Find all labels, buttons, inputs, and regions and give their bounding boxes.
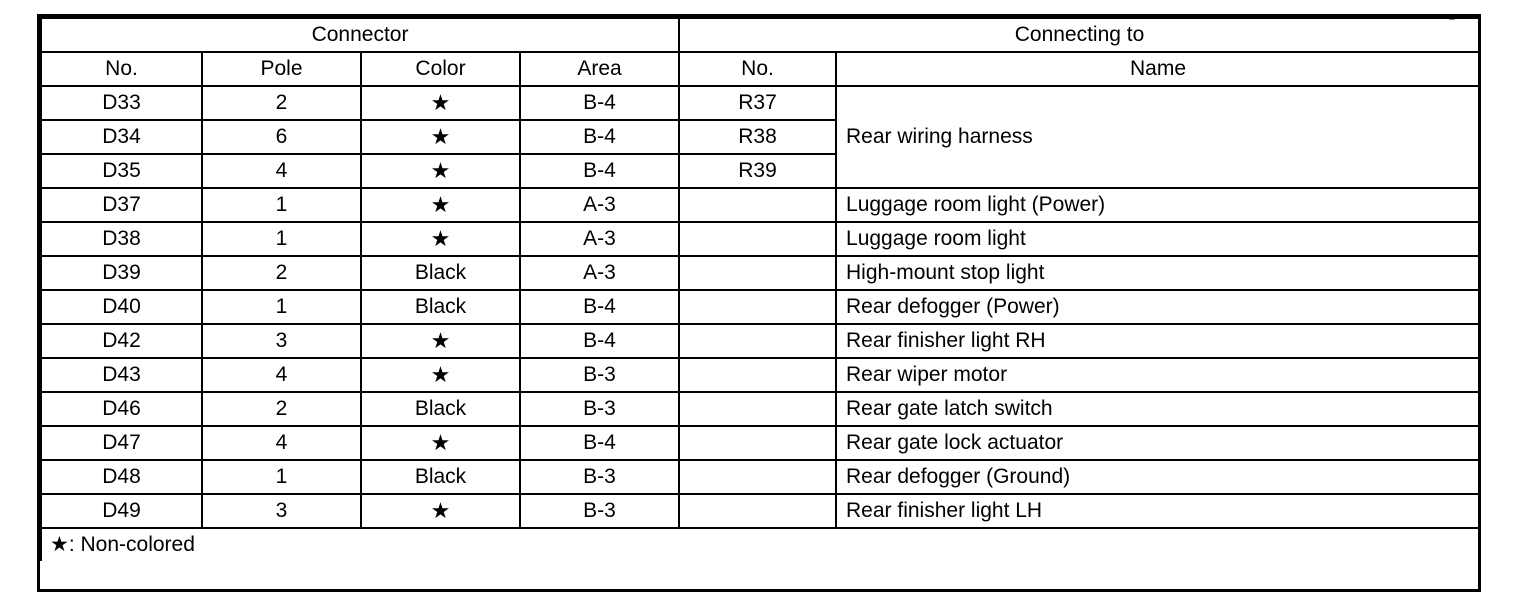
name-cell: Rear gate lock actuator	[836, 426, 1480, 460]
color-cell: ★	[361, 222, 520, 256]
connector-group-header: Connector	[41, 18, 679, 52]
table-row	[41, 256, 1480, 290]
area-cell: B-4	[520, 324, 679, 358]
name-cell: Rear finisher light RH	[836, 324, 1480, 358]
pole-cell: 6	[202, 120, 361, 154]
name-cell: Rear wiper motor	[836, 358, 1480, 392]
footnote: ★: Non-colored	[41, 528, 1480, 561]
group-header-row	[41, 18, 1480, 52]
connecting-no-cell	[679, 392, 836, 426]
connecting-no-cell	[679, 324, 836, 358]
table-row	[41, 426, 1480, 460]
connecting-no-cell	[679, 426, 836, 460]
connecting-no-cell	[679, 222, 836, 256]
connecting-no-cell	[679, 358, 836, 392]
connector-no-cell: D34	[41, 120, 202, 154]
connecting-no-cell	[679, 290, 836, 324]
name-cell: Luggage room light (Power)	[836, 188, 1480, 222]
table-row	[41, 392, 1480, 426]
pole-cell: 4	[202, 426, 361, 460]
color-cell: ★	[361, 426, 520, 460]
column-header-color: Color	[361, 52, 520, 86]
column-header-no: No.	[41, 52, 202, 86]
connector-no-cell: D42	[41, 324, 202, 358]
color-cell: Black	[361, 290, 520, 324]
name-cell: Rear gate latch switch	[836, 392, 1480, 426]
area-cell: B-4	[520, 120, 679, 154]
pole-cell: 4	[202, 358, 361, 392]
connecting-no-cell	[679, 494, 836, 528]
color-cell: ★	[361, 188, 520, 222]
table-row	[41, 188, 1480, 222]
area-cell: B-4	[520, 154, 679, 188]
connector-no-cell: D49	[41, 494, 202, 528]
column-header-connecting-no: No.	[679, 52, 836, 86]
area-cell: B-3	[520, 358, 679, 392]
pole-cell: 3	[202, 494, 361, 528]
name-cell: High-mount stop light	[836, 256, 1480, 290]
connector-table	[40, 17, 1481, 561]
area-cell: B-3	[520, 392, 679, 426]
connecting-no-cell: R39	[679, 154, 836, 188]
connecting-to-group-header: Connecting to	[679, 18, 1480, 52]
table-row	[41, 460, 1480, 494]
area-cell: A-3	[520, 256, 679, 290]
table-row	[41, 494, 1480, 528]
name-cell: Rear defogger (Power)	[836, 290, 1480, 324]
pole-cell: 1	[202, 222, 361, 256]
column-header-area: Area	[520, 52, 679, 86]
table-row	[41, 86, 1480, 120]
pole-cell: 1	[202, 290, 361, 324]
connector-no-cell: D39	[41, 256, 202, 290]
table-row	[41, 324, 1480, 358]
connector-no-cell: D35	[41, 154, 202, 188]
pole-cell: 2	[202, 86, 361, 120]
connecting-no-cell	[679, 256, 836, 290]
color-cell: ★	[361, 358, 520, 392]
pole-cell: 4	[202, 154, 361, 188]
footnote-row	[41, 528, 1480, 561]
area-cell: B-3	[520, 460, 679, 494]
table-row	[41, 290, 1480, 324]
column-header-pole: Pole	[202, 52, 361, 86]
table-row	[41, 358, 1480, 392]
column-header-row	[41, 52, 1480, 86]
area-cell: B-4	[520, 86, 679, 120]
pole-cell: 1	[202, 188, 361, 222]
name-cell: Rear wiring harness	[836, 86, 1480, 188]
color-cell: ★	[361, 324, 520, 358]
connector-no-cell: D38	[41, 222, 202, 256]
color-cell: ★	[361, 494, 520, 528]
connector-no-cell: D48	[41, 460, 202, 494]
connector-no-cell: D33	[41, 86, 202, 120]
connector-no-cell: D43	[41, 358, 202, 392]
area-cell: B-4	[520, 426, 679, 460]
name-cell: Luggage room light	[836, 222, 1480, 256]
area-cell: B-4	[520, 290, 679, 324]
pole-cell: 2	[202, 256, 361, 290]
pole-cell: 1	[202, 460, 361, 494]
color-cell: ★	[361, 120, 520, 154]
color-cell: ★	[361, 86, 520, 120]
connector-no-cell: D40	[41, 290, 202, 324]
name-cell: Rear finisher light LH	[836, 494, 1480, 528]
connector-no-cell: D37	[41, 188, 202, 222]
connecting-no-cell	[679, 188, 836, 222]
area-cell: A-3	[520, 222, 679, 256]
connector-no-cell: D46	[41, 392, 202, 426]
table-row	[41, 222, 1480, 256]
color-cell: Black	[361, 392, 520, 426]
pole-cell: 3	[202, 324, 361, 358]
pole-cell: 2	[202, 392, 361, 426]
name-cell: Rear defogger (Ground)	[836, 460, 1480, 494]
connecting-no-cell	[679, 460, 836, 494]
connecting-no-cell: R38	[679, 120, 836, 154]
column-header-name: Name	[836, 52, 1480, 86]
color-cell: ★	[361, 154, 520, 188]
connecting-no-cell: R37	[679, 86, 836, 120]
area-cell: A-3	[520, 188, 679, 222]
connector-no-cell: D47	[41, 426, 202, 460]
area-cell: B-3	[520, 494, 679, 528]
color-cell: Black	[361, 460, 520, 494]
color-cell: Black	[361, 256, 520, 290]
